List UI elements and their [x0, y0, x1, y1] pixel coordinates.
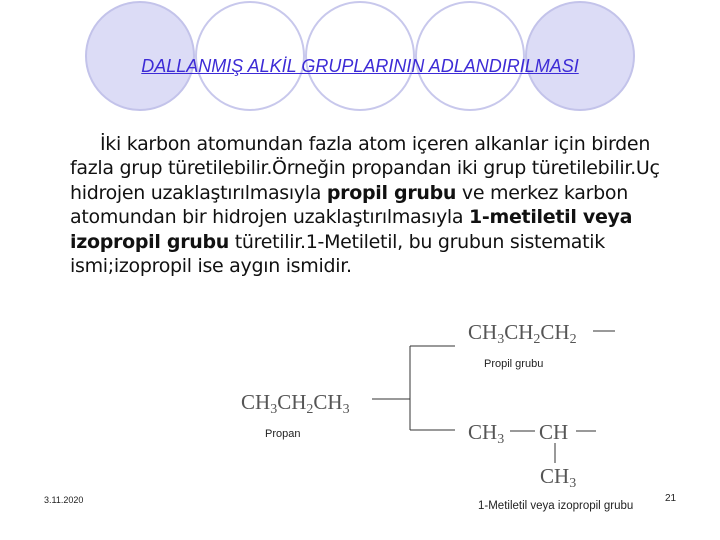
- propane-formula: [241, 390, 350, 418]
- propyl-c3: CH: [540, 320, 570, 344]
- propyl-c2: CH: [504, 320, 534, 344]
- page-number: 21: [665, 493, 677, 504]
- propyl-s2: 2: [533, 332, 541, 347]
- isopropyl-bottom: [540, 464, 576, 492]
- propane-s3: 3: [342, 402, 350, 417]
- propyl-c1: CH: [468, 320, 498, 344]
- propane-s2: 2: [306, 402, 314, 417]
- slide-date: 3.11.2020: [44, 495, 84, 505]
- propane-s1: 3: [270, 402, 278, 417]
- isopropyl-left-sub: 3: [497, 432, 505, 447]
- paragraph-text-1: İki karbon atomundan fazla atom içeren alkanlar için birden fazla grup türetilebilir.Örneğin propandan iki grup türetilebilir.Uç hidrojen uzaklaştırılmasıyla: [70, 133, 660, 204]
- slide-title: DALLANMIŞ ALKİL GRUPLARININ ADLANDIRILMASI: [141, 56, 579, 76]
- propane-c1: CH: [241, 390, 271, 414]
- paragraph-bold-2: 1-metiletil veya izopropil grubu: [70, 206, 633, 253]
- paragraph-bold-1: propil grubu: [326, 181, 457, 204]
- isopropyl-caption: 1-Metiletil veya izopropil grubu: [478, 500, 634, 512]
- propyl-formula: [468, 320, 577, 348]
- propane-c3: CH: [313, 390, 343, 414]
- propyl-s1: 3: [497, 332, 505, 347]
- paragraph-text-2: ve merkez karbon atomundan bir hidrojen uzaklaştırılmasıyla: [70, 181, 628, 229]
- isopropyl-left-c: CH: [468, 420, 498, 444]
- paragraph-text-3: türetilir.1-Metiletil, bu grubun sistematik ismi;izopropil ise aygın ismidir.: [70, 230, 605, 278]
- propane-c2: CH: [277, 390, 307, 414]
- propyl-caption: Propil grubu: [484, 358, 544, 370]
- propane-caption: Propan: [265, 428, 301, 440]
- isopropyl-bottom-sub: 3: [569, 476, 577, 491]
- isopropyl-left: [468, 420, 504, 448]
- isopropyl-center: CH: [539, 420, 569, 444]
- propyl-s3: 2: [569, 332, 577, 347]
- isopropyl-bottom-c: CH: [540, 464, 570, 488]
